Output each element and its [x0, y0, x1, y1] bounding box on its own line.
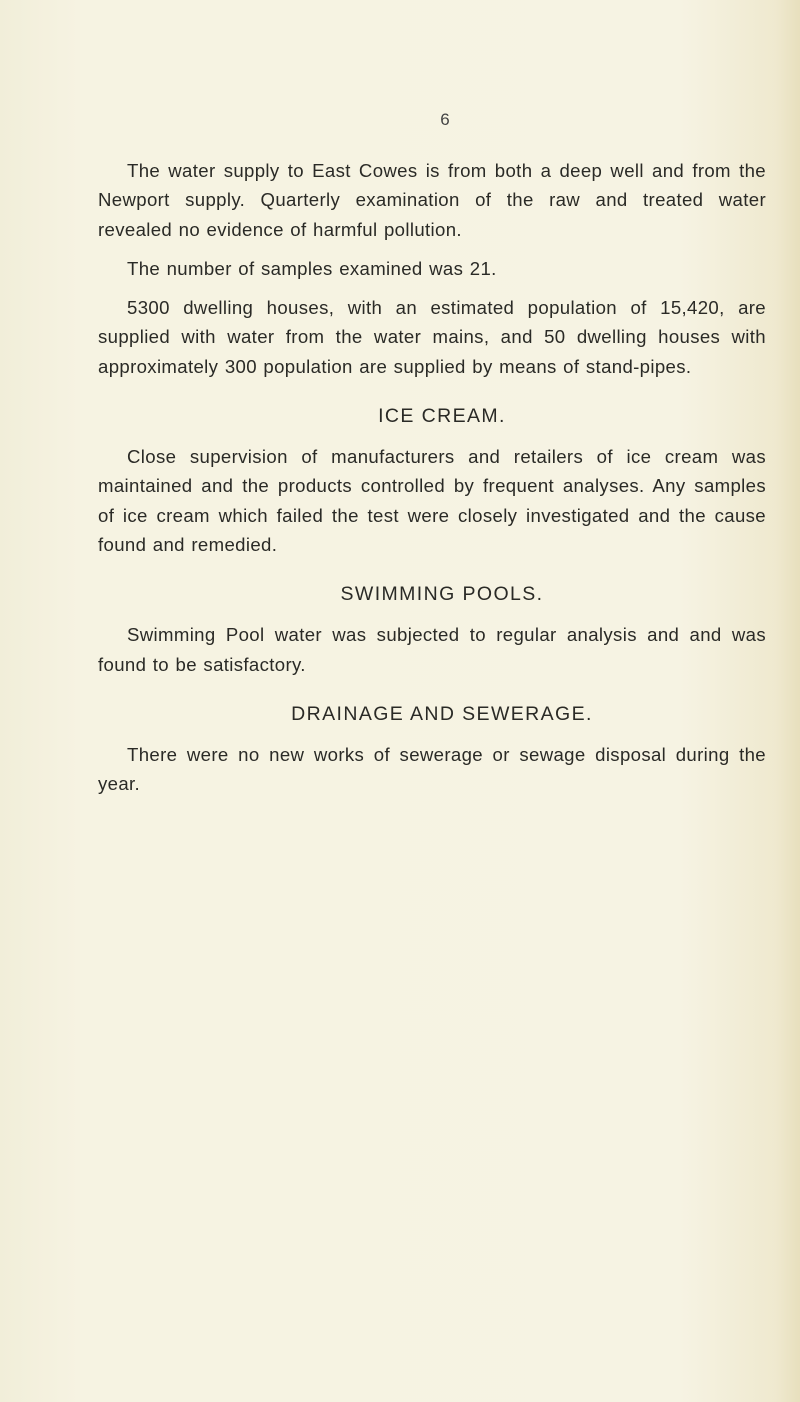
dwelling-houses-paragraph: 5300 dwelling houses, with an estimated population of 15,420, are supplied with water from the water mains, and 50 dwelling houses with approximately 300 population are supplied by means of stand-pipes.: [98, 297, 766, 377]
swimming-pools-heading: SWIMMING POOLS.: [340, 583, 544, 606]
drainage-heading: DRAINAGE AND SEWERAGE.: [291, 702, 593, 725]
page-content: [98, 156, 766, 798]
water-supply-paragraph: The water supply to East Cowes is from both a deep well and from the Newport supply. Quarterly examination of the raw and treated water revealed no evidence of harmful pollution.: [98, 160, 766, 240]
swimming-pools-paragraph: Swimming Pool water was subjected to regular analysis and and was found to be satisfactory.: [98, 624, 766, 675]
drainage-paragraph: There were no new works of sewerage or sewage disposal during the year.: [98, 743, 766, 795]
ice-cream-heading: ICE CREAM.: [378, 405, 506, 428]
samples-count-paragraph: The number of samples examined was 21.: [127, 257, 497, 279]
ice-cream-paragraph: Close supervision of manufacturers and retailers of ice cream was maintained and the products controlled by frequent analyses. Any samples of ice cream which failed the test were closely investigated and the cause found and remedied.: [98, 446, 766, 555]
page-number: 6: [440, 110, 450, 129]
